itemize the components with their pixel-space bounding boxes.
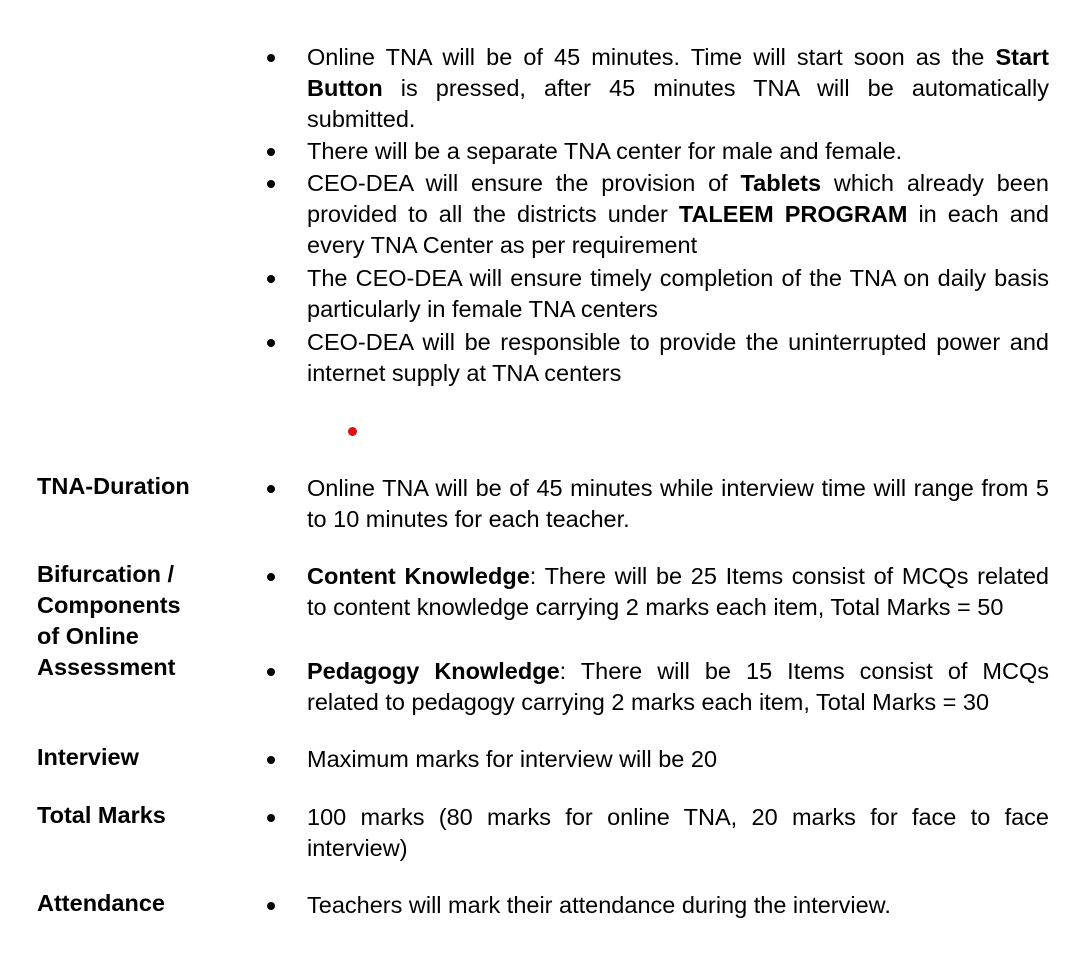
bullet-icon <box>264 136 278 167</box>
bullet-icon <box>264 42 278 73</box>
intro-item-power-internet: CEO-DEA will be responsible to provide the uninterrupted power and internet supply at TNA centers <box>307 329 1049 386</box>
bullet-icon <box>264 561 278 592</box>
bullet-icon <box>264 744 278 775</box>
bullet-icon <box>264 802 278 833</box>
intro-item-separate-center: There will be a separate TNA center for male and female. <box>307 138 903 164</box>
bullet-icon <box>264 473 278 504</box>
interview-text: Maximum marks for interview will be 20 <box>307 746 718 772</box>
intro-item-duration: Online TNA will be of 45 minutes. Time will start soon as the Start Button is pressed, after 45 minutes TNA will be automatically submitted. <box>307 44 1049 132</box>
tna-duration-label: TNA-Duration <box>37 473 190 499</box>
red-annotation-dot <box>348 427 357 436</box>
intro-item-tablets: CEO-DEA will ensure the provision of Tablets which already been provided to all the districts under TALEEM PROGRAM in each and every TNA Center as per requirement <box>307 170 1049 258</box>
bullet-icon <box>264 263 278 294</box>
intro-item-timely-completion: The CEO-DEA will ensure timely completion of the TNA on daily basis particularly in female TNA centers <box>307 265 1049 322</box>
interview-label: Interview <box>37 744 139 770</box>
bullet-icon <box>264 656 278 687</box>
bullet-icon <box>264 890 278 921</box>
pedagogy-knowledge-item: Pedagogy Knowledge: There will be 15 Items consist of MCQs related to pedagogy carrying 2 marks each item, Total Marks = 30 <box>307 658 1050 715</box>
total-marks-text: 100 marks (80 marks for online TNA, 20 marks for face to face interview) <box>307 804 1049 861</box>
bullet-icon <box>264 327 278 358</box>
bifurcation-label: Bifurcation / Components of Online Assessment <box>37 561 181 680</box>
attendance-text: Teachers will mark their attendance during the interview. <box>307 892 891 918</box>
tna-duration-text: Online TNA will be of 45 minutes while interview time will range from 5 to 10 minutes for each teacher. <box>307 475 1049 532</box>
total-marks-label: Total Marks <box>37 802 166 828</box>
attendance-label: Attendance <box>37 890 165 916</box>
bullet-icon <box>264 168 278 199</box>
content-knowledge-item: Content Knowledge: There will be 25 Items consist of MCQs related to content knowledge carrying 2 marks each item, Total Marks = 50 <box>307 563 1049 620</box>
